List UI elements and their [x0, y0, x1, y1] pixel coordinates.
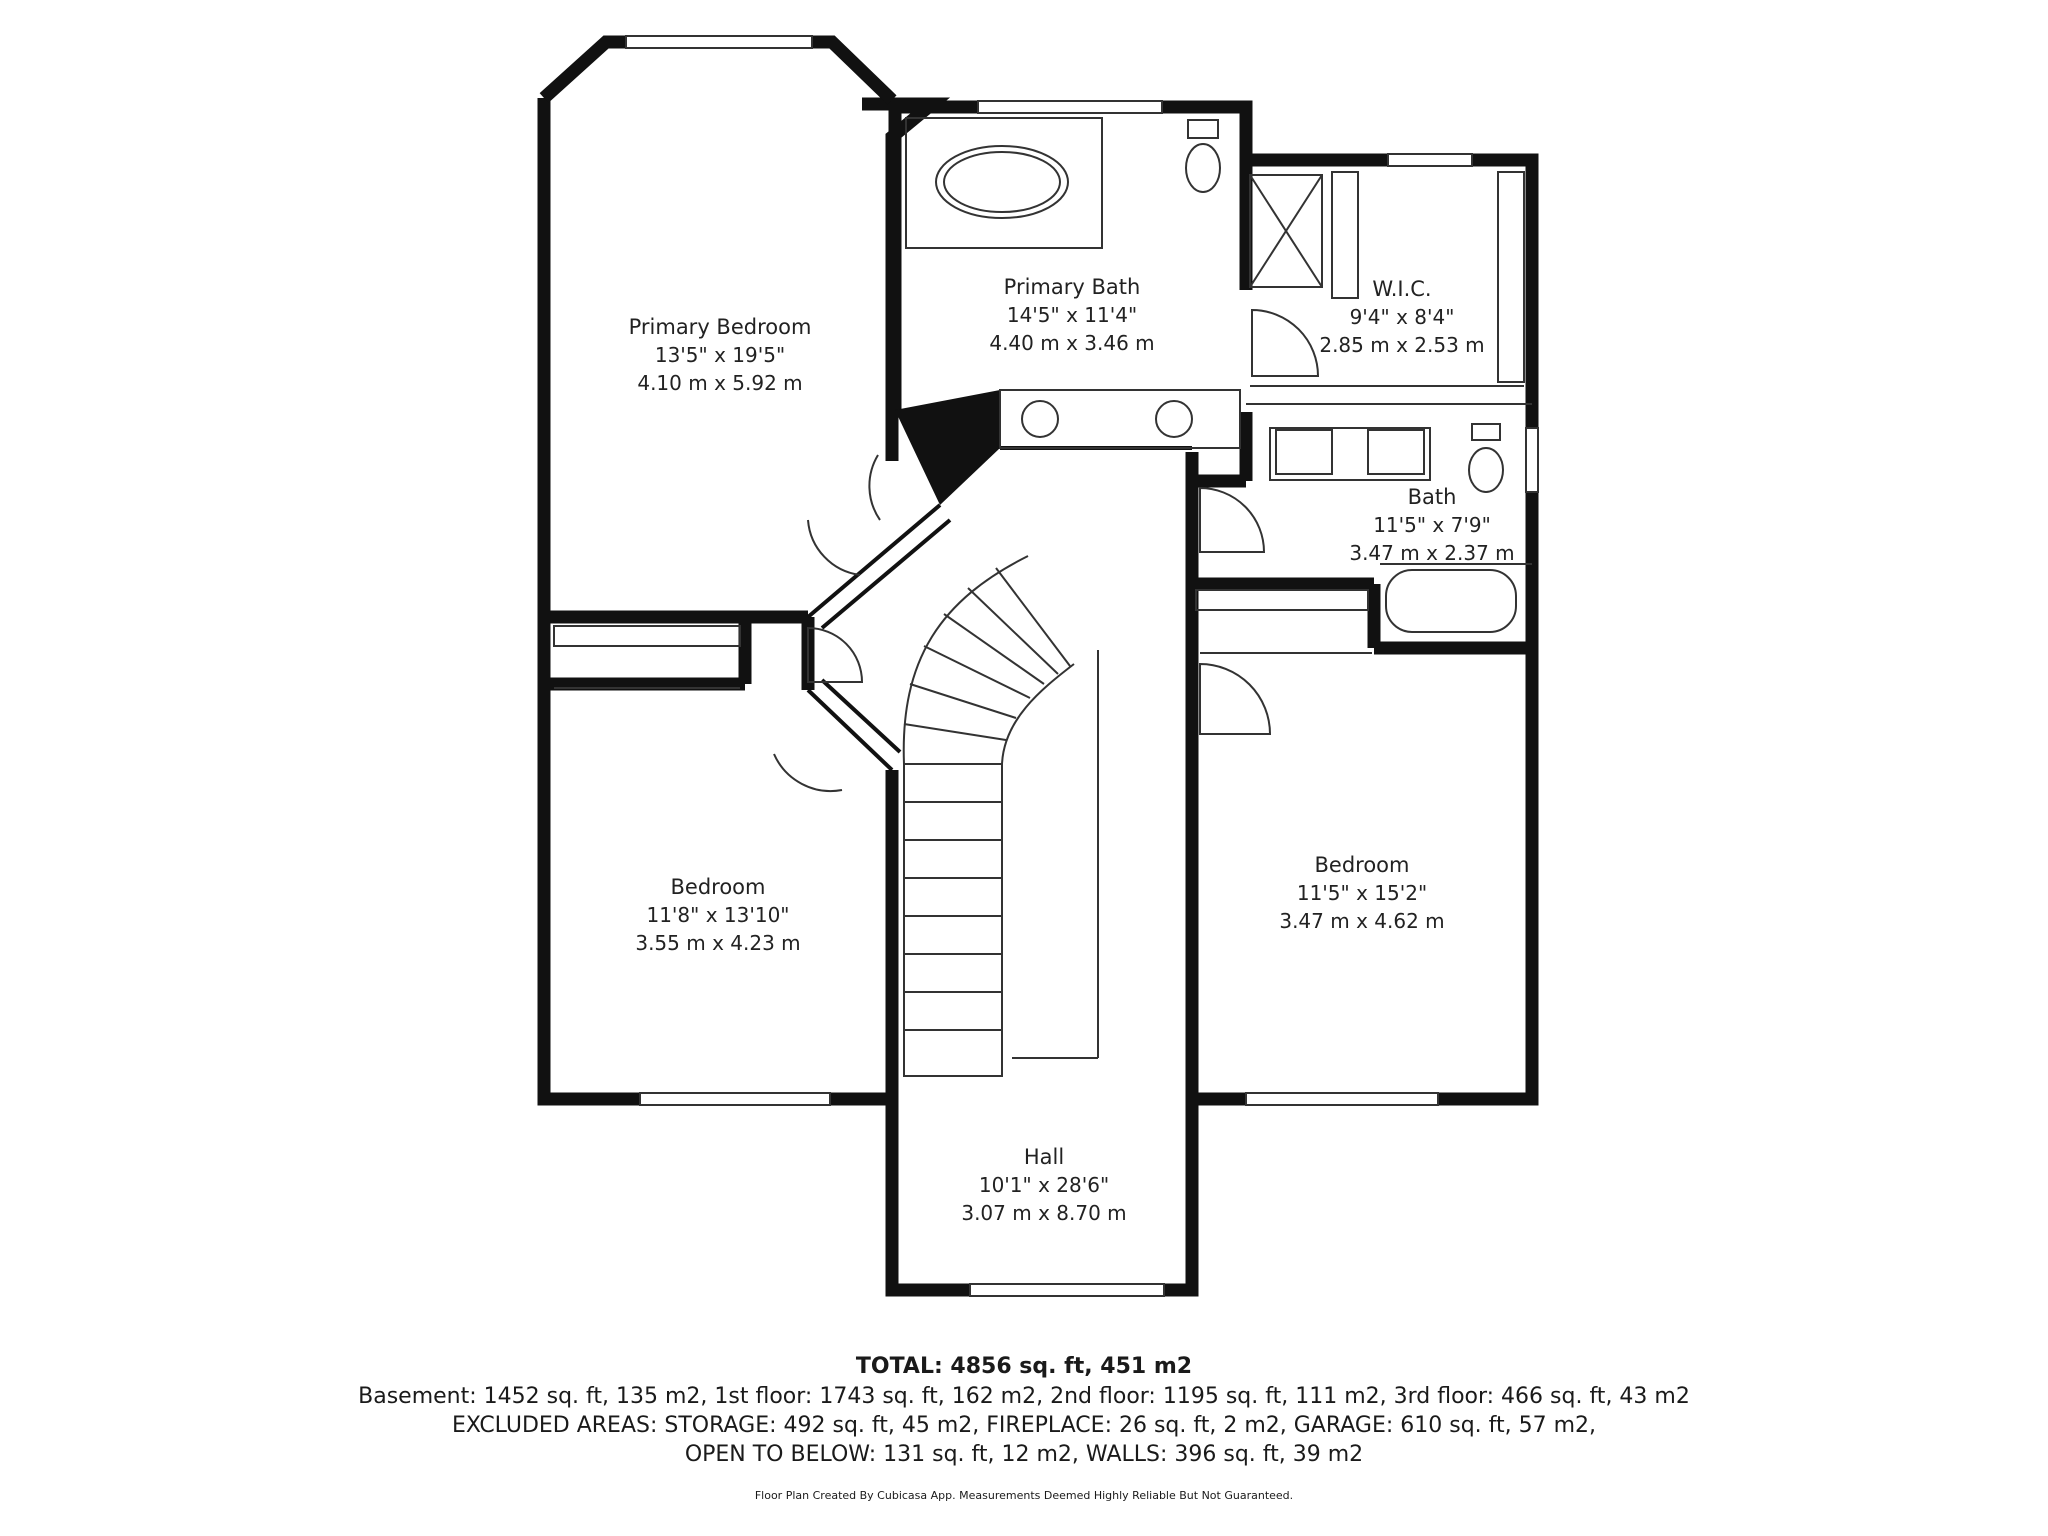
label-bath: Bath — [1407, 485, 1457, 509]
toilet-bath — [1472, 424, 1500, 440]
window-bath-east — [1526, 428, 1538, 492]
toilet-primary — [1188, 120, 1218, 138]
dims-bath-imperial: 11'5" x 7'9" — [1373, 513, 1491, 537]
closet-shelf-bath — [1196, 590, 1368, 610]
dims-bedroom-right-imperial: 11'5" x 15'2" — [1296, 881, 1428, 905]
primary-tub — [936, 146, 1068, 218]
window-bay-top — [626, 36, 812, 48]
vanity-bath — [1270, 428, 1430, 480]
sink-2 — [1156, 401, 1192, 437]
dims-wic-imperial: 9'4" x 8'4" — [1349, 305, 1455, 329]
dims-hall-imperial: 10'1" x 28'6" — [978, 1173, 1110, 1197]
door-closet — [808, 628, 862, 682]
door-primary-bedroom-2 — [808, 520, 860, 575]
door-bedroom-right — [1200, 664, 1270, 734]
wall-primary-bedroom-bay — [544, 42, 892, 100]
staircase — [904, 556, 1098, 1076]
credit-note: Floor Plan Created By Cubicasa App. Measurements Deemed Highly Reliable But Not Guaranteed. — [754, 1489, 1294, 1502]
dims-bedroom-right-metric: 3.47 m x 4.62 m — [1279, 909, 1445, 933]
label-primary-bedroom: Primary Bedroom — [628, 315, 812, 339]
excluded-areas: EXCLUDED AREAS: STORAGE: 492 sq. ft, 45 m2, FIREPLACE: 26 sq. ft, 2 m2, GARAGE: 610 sq. ft, 57 m2, — [451, 1413, 1597, 1438]
wic-shelf-right — [1498, 172, 1524, 382]
door-primary-bath — [1252, 310, 1318, 376]
dims-primary-bedroom-metric: 4.10 m x 5.92 m — [637, 371, 803, 395]
room-labels — [629, 275, 1515, 1225]
dims-primary-bedroom-imperial: 13'5" x 19'5" — [654, 343, 786, 367]
window-bedroom-right — [1246, 1093, 1438, 1105]
window-bath-top — [978, 101, 1162, 113]
label-wic: W.I.C. — [1372, 277, 1432, 301]
label-bedroom-left: Bedroom — [670, 875, 766, 899]
dims-wic-metric: 2.85 m x 2.53 m — [1319, 333, 1485, 357]
window-hall — [970, 1284, 1164, 1296]
window-wic — [1388, 154, 1472, 166]
label-hall: Hall — [1023, 1145, 1065, 1169]
dims-bedroom-left-metric: 3.55 m x 4.23 m — [635, 931, 801, 955]
vanity-primary — [1000, 390, 1240, 448]
door-bath — [1200, 488, 1264, 552]
diagonal-walls — [808, 448, 1192, 770]
label-primary-bath: Primary Bath — [1003, 275, 1141, 299]
total-area: TOTAL: 4856 sq. ft, 451 m2 — [855, 1354, 1193, 1379]
floor-areas: Basement: 1452 sq. ft, 135 m2, 1st floor: 1743 sq. ft, 162 m2, 2nd floor: 1195 sq. ft, 111 m2, 3rd floor: 466 sq. ft, 43 m2 — [358, 1384, 1690, 1409]
wic-shelf-left — [1332, 172, 1358, 298]
closet-shelf-left — [554, 626, 740, 646]
dims-primary-bath-metric: 4.40 m x 3.46 m — [989, 331, 1155, 355]
dims-bedroom-left-imperial: 11'8" x 13'10" — [646, 903, 790, 927]
excluded-areas-continued: OPEN TO BELOW: 131 sq. ft, 12 m2, WALLS: 396 sq. ft, 39 m2 — [684, 1442, 1364, 1467]
door-primary-bedroom-1 — [869, 455, 880, 520]
dims-primary-bath-imperial: 14'5" x 11'4" — [1006, 303, 1138, 327]
dims-hall-metric: 3.07 m x 8.70 m — [961, 1201, 1127, 1225]
interior-lines — [554, 118, 1532, 688]
dims-bath-metric: 3.47 m x 2.37 m — [1349, 541, 1515, 565]
doors — [774, 310, 1318, 791]
window-bedroom-left — [640, 1093, 830, 1105]
structural-wedge — [895, 390, 1000, 505]
sink-1 — [1022, 401, 1058, 437]
label-bedroom-right: Bedroom — [1314, 853, 1410, 877]
windows — [626, 36, 1538, 1296]
door-bedroom-left — [774, 754, 842, 791]
bathtub — [1386, 570, 1516, 632]
